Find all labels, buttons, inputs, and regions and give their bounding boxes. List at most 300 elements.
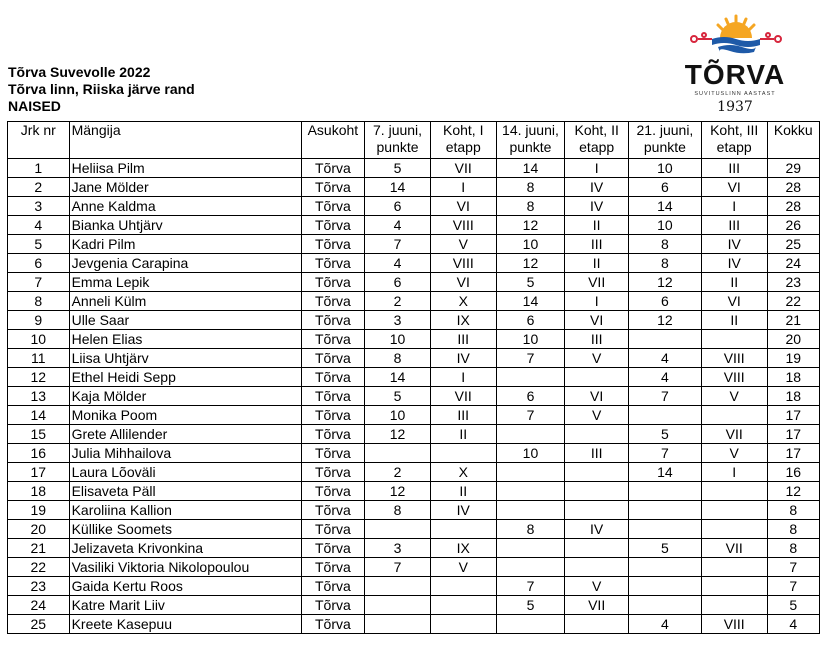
total-cell: 4 <box>767 615 819 634</box>
player-cell: Laura Lõoväli <box>69 463 301 482</box>
header-line-1: 14. juuni, <box>502 122 559 138</box>
rank-cell: 22 <box>8 558 70 577</box>
rank-cell: 21 <box>8 539 70 558</box>
location-cell: Tõrva <box>301 615 365 634</box>
stage2-points-cell <box>496 615 565 634</box>
total-cell: 20 <box>767 330 819 349</box>
player-cell: Elisaveta Päll <box>69 482 301 501</box>
header-line-2: punkte <box>376 139 419 155</box>
stage1-place-cell: X <box>430 292 496 311</box>
table-row <box>8 406 820 425</box>
stage2-points-cell <box>496 539 565 558</box>
table-row <box>8 178 820 197</box>
stage2-points-cell: 12 <box>496 216 565 235</box>
stage2-points-cell <box>496 558 565 577</box>
total-cell: 12 <box>767 482 819 501</box>
rank-cell: 25 <box>8 615 70 634</box>
stage2-points-cell <box>496 425 565 444</box>
rank-cell: 17 <box>8 463 70 482</box>
total-cell: 7 <box>767 558 819 577</box>
col-stage2-points-header <box>496 122 565 159</box>
col-player-header: Mängija <box>69 122 301 159</box>
stage3-points-cell: 12 <box>628 311 701 330</box>
player-cell: Helen Elias <box>69 330 301 349</box>
stage1-points-cell: 8 <box>365 501 431 520</box>
location-cell: Tõrva <box>301 596 365 615</box>
col-rank-header: Jrk nr <box>8 122 70 159</box>
stage1-place-cell: IX <box>430 311 496 330</box>
stage2-points-cell: 5 <box>496 596 565 615</box>
table-header-row <box>8 122 820 159</box>
total-cell: 17 <box>767 444 819 463</box>
stage3-place-cell <box>701 558 767 577</box>
rank-cell: 10 <box>8 330 70 349</box>
total-cell: 18 <box>767 368 819 387</box>
table-row <box>8 330 820 349</box>
stage3-place-cell: I <box>701 463 767 482</box>
stage1-points-cell <box>365 444 431 463</box>
stage1-place-cell: I <box>430 368 496 387</box>
stage2-place-cell: V <box>565 577 629 596</box>
location-cell: Tõrva <box>301 159 365 178</box>
stage2-place-cell: VII <box>565 273 629 292</box>
rank-cell: 8 <box>8 292 70 311</box>
stage1-place-cell: II <box>430 482 496 501</box>
col-stage3-points-header <box>628 122 701 159</box>
stage2-points-cell: 10 <box>496 235 565 254</box>
stage1-points-cell <box>365 615 431 634</box>
stage1-place-cell: VIII <box>430 216 496 235</box>
stage3-place-cell: VI <box>701 178 767 197</box>
stage2-points-cell: 10 <box>496 330 565 349</box>
location-cell: Tõrva <box>301 501 365 520</box>
stage1-points-cell: 10 <box>365 330 431 349</box>
stage1-points-cell: 3 <box>365 311 431 330</box>
stage1-points-cell: 14 <box>365 178 431 197</box>
stage1-points-cell <box>365 520 431 539</box>
stage3-points-cell: 14 <box>628 197 701 216</box>
rank-cell: 7 <box>8 273 70 292</box>
stage3-points-cell: 14 <box>628 463 701 482</box>
player-cell: Monika Poom <box>69 406 301 425</box>
table-row <box>8 520 820 539</box>
stage3-place-cell: I <box>701 197 767 216</box>
stage1-place-cell: V <box>430 558 496 577</box>
stage3-place-cell <box>701 330 767 349</box>
sun-over-water-icon <box>676 12 796 60</box>
stage3-points-cell: 7 <box>628 444 701 463</box>
table-row <box>8 501 820 520</box>
player-cell: Jevgenia Carapina <box>69 254 301 273</box>
total-cell: 21 <box>767 311 819 330</box>
rank-cell: 24 <box>8 596 70 615</box>
table-row <box>8 273 820 292</box>
stage1-points-cell <box>365 577 431 596</box>
location-cell: Tõrva <box>301 235 365 254</box>
stage1-place-cell: II <box>430 425 496 444</box>
stage2-points-cell: 6 <box>496 387 565 406</box>
stage1-place-cell <box>430 596 496 615</box>
event-title: Tõrva Suvevolle 2022 <box>8 64 151 80</box>
stage3-place-cell: V <box>701 444 767 463</box>
stage1-points-cell: 5 <box>365 387 431 406</box>
stage3-points-cell: 7 <box>628 387 701 406</box>
total-cell: 17 <box>767 425 819 444</box>
table-row <box>8 539 820 558</box>
stage1-place-cell: VIII <box>430 254 496 273</box>
stage1-place-cell: IV <box>430 501 496 520</box>
stage1-points-cell <box>365 596 431 615</box>
player-cell: Jane Mölder <box>69 178 301 197</box>
rank-cell: 23 <box>8 577 70 596</box>
location-cell: Tõrva <box>301 197 365 216</box>
stage3-points-cell <box>628 501 701 520</box>
stage3-place-cell: II <box>701 273 767 292</box>
header-line-1: 7. juuni, <box>373 122 423 138</box>
stage2-points-cell <box>496 368 565 387</box>
table-row <box>8 311 820 330</box>
location-cell: Tõrva <box>301 387 365 406</box>
stage3-points-cell: 6 <box>628 292 701 311</box>
stage1-place-cell: V <box>430 235 496 254</box>
col-stage1-points-header <box>365 122 431 159</box>
table-row <box>8 463 820 482</box>
player-cell: Anneli Külm <box>69 292 301 311</box>
col-total-header: Kokku <box>767 122 819 159</box>
stage3-place-cell <box>701 520 767 539</box>
results-body <box>8 159 820 634</box>
stage1-points-cell: 4 <box>365 254 431 273</box>
table-row <box>8 444 820 463</box>
table-row <box>8 387 820 406</box>
stage2-points-cell: 7 <box>496 406 565 425</box>
stage2-points-cell <box>496 463 565 482</box>
stage3-points-cell: 5 <box>628 425 701 444</box>
header-line-1: Koht, I <box>443 122 484 138</box>
location-cell: Tõrva <box>301 520 365 539</box>
rank-cell: 12 <box>8 368 70 387</box>
location-cell: Tõrva <box>301 273 365 292</box>
event-location: Tõrva linn, Riiska järve rand <box>8 81 195 97</box>
stage3-points-cell: 12 <box>628 273 701 292</box>
rank-cell: 9 <box>8 311 70 330</box>
stage3-place-cell: III <box>701 159 767 178</box>
player-cell: Emma Lepik <box>69 273 301 292</box>
player-cell: Katre Marit Liiv <box>69 596 301 615</box>
stage1-place-cell: VI <box>430 273 496 292</box>
stage2-place-cell: III <box>565 444 629 463</box>
total-cell: 28 <box>767 178 819 197</box>
table-row <box>8 596 820 615</box>
col-stage3-place-header <box>701 122 767 159</box>
rank-cell: 16 <box>8 444 70 463</box>
stage2-points-cell: 14 <box>496 159 565 178</box>
stage1-place-cell <box>430 520 496 539</box>
table-row <box>8 216 820 235</box>
stage2-place-cell: VI <box>565 387 629 406</box>
total-cell: 18 <box>767 387 819 406</box>
stage2-points-cell: 8 <box>496 520 565 539</box>
table-row <box>8 254 820 273</box>
total-cell: 8 <box>767 501 819 520</box>
stage1-points-cell: 14 <box>365 368 431 387</box>
total-cell: 29 <box>767 159 819 178</box>
stage2-place-cell: IV <box>565 197 629 216</box>
stage3-points-cell: 10 <box>628 216 701 235</box>
player-cell: Anne Kaldma <box>69 197 301 216</box>
player-cell: Julia Mihhailova <box>69 444 301 463</box>
stage3-points-cell: 5 <box>628 539 701 558</box>
header-line-2: punkte <box>643 139 686 155</box>
stage1-points-cell: 10 <box>365 406 431 425</box>
stage2-place-cell <box>565 368 629 387</box>
stage2-place-cell <box>565 501 629 520</box>
total-cell: 19 <box>767 349 819 368</box>
stage1-place-cell: VII <box>430 159 496 178</box>
location-cell: Tõrva <box>301 216 365 235</box>
total-cell: 25 <box>767 235 819 254</box>
stage1-points-cell: 3 <box>365 539 431 558</box>
stage1-points-cell: 12 <box>365 425 431 444</box>
rank-cell: 1 <box>8 159 70 178</box>
stage2-place-cell: V <box>565 406 629 425</box>
table-row <box>8 197 820 216</box>
stage3-points-cell: 4 <box>628 349 701 368</box>
table-row <box>8 292 820 311</box>
location-cell: Tõrva <box>301 349 365 368</box>
player-cell: Ethel Heidi Sepp <box>69 368 301 387</box>
stage2-place-cell <box>565 539 629 558</box>
col-stage1-place-header <box>430 122 496 159</box>
location-cell: Tõrva <box>301 254 365 273</box>
col-stage2-place-header <box>565 122 629 159</box>
stage3-place-cell: VIII <box>701 615 767 634</box>
stage2-points-cell: 14 <box>496 292 565 311</box>
player-cell: Karoliina Kallion <box>69 501 301 520</box>
stage3-points-cell: 6 <box>628 178 701 197</box>
player-cell: Ulle Saar <box>69 311 301 330</box>
stage2-place-cell: III <box>565 235 629 254</box>
stage2-place-cell: IV <box>565 178 629 197</box>
stage3-points-cell <box>628 482 701 501</box>
rank-cell: 13 <box>8 387 70 406</box>
table-row <box>8 615 820 634</box>
stage3-points-cell: 8 <box>628 254 701 273</box>
rank-cell: 4 <box>8 216 70 235</box>
total-cell: 24 <box>767 254 819 273</box>
total-cell: 5 <box>767 596 819 615</box>
logo-year: 1937 <box>717 99 753 115</box>
stage3-place-cell: VII <box>701 425 767 444</box>
rank-cell: 3 <box>8 197 70 216</box>
table-row <box>8 235 820 254</box>
total-cell: 8 <box>767 539 819 558</box>
stage2-points-cell: 6 <box>496 311 565 330</box>
stage3-place-cell: IV <box>701 235 767 254</box>
rank-cell: 18 <box>8 482 70 501</box>
table-row <box>8 482 820 501</box>
header-line-2: punkte <box>509 139 552 155</box>
stage1-place-cell: X <box>430 463 496 482</box>
stage1-points-cell: 8 <box>365 349 431 368</box>
total-cell: 23 <box>767 273 819 292</box>
stage2-points-cell <box>496 482 565 501</box>
stage2-place-cell: IV <box>565 520 629 539</box>
stage3-place-cell <box>701 501 767 520</box>
rank-cell: 15 <box>8 425 70 444</box>
stage1-points-cell: 7 <box>365 235 431 254</box>
stage2-place-cell: II <box>565 216 629 235</box>
location-cell: Tõrva <box>301 444 365 463</box>
player-cell: Grete Allilender <box>69 425 301 444</box>
player-cell: Bianka Uhtjärv <box>69 216 301 235</box>
player-cell: Gaida Kertu Roos <box>69 577 301 596</box>
header-line-1: Koht, II <box>574 122 619 138</box>
stage1-place-cell <box>430 577 496 596</box>
stage3-points-cell <box>628 406 701 425</box>
location-cell: Tõrva <box>301 425 365 444</box>
total-cell: 7 <box>767 577 819 596</box>
stage3-place-cell <box>701 596 767 615</box>
stage2-points-cell: 10 <box>496 444 565 463</box>
player-cell: Liisa Uhtjärv <box>69 349 301 368</box>
location-cell: Tõrva <box>301 368 365 387</box>
stage1-place-cell <box>430 444 496 463</box>
stage1-place-cell: IV <box>430 349 496 368</box>
stage2-place-cell: III <box>565 330 629 349</box>
player-cell: Kreete Kasepuu <box>69 615 301 634</box>
results-table <box>7 121 820 634</box>
stage2-place-cell: VI <box>565 311 629 330</box>
stage1-place-cell: VI <box>430 197 496 216</box>
stage2-place-cell <box>565 615 629 634</box>
stage2-points-cell: 8 <box>496 178 565 197</box>
torva-logo <box>676 12 796 115</box>
rank-cell: 6 <box>8 254 70 273</box>
location-cell: Tõrva <box>301 463 365 482</box>
stage3-points-cell <box>628 330 701 349</box>
stage1-place-cell <box>430 615 496 634</box>
location-cell: Tõrva <box>301 558 365 577</box>
stage1-points-cell: 2 <box>365 463 431 482</box>
stage3-points-cell <box>628 596 701 615</box>
stage2-place-cell: I <box>565 159 629 178</box>
stage3-place-cell: VIII <box>701 349 767 368</box>
rank-cell: 19 <box>8 501 70 520</box>
player-cell: Kaja Mölder <box>69 387 301 406</box>
stage3-place-cell: VI <box>701 292 767 311</box>
stage2-points-cell: 12 <box>496 254 565 273</box>
stage3-points-cell <box>628 577 701 596</box>
rank-cell: 20 <box>8 520 70 539</box>
stage2-place-cell <box>565 425 629 444</box>
total-cell: 28 <box>767 197 819 216</box>
stage2-points-cell: 5 <box>496 273 565 292</box>
stage1-points-cell: 5 <box>365 159 431 178</box>
player-cell: Küllike Soomets <box>69 520 301 539</box>
rank-cell: 2 <box>8 178 70 197</box>
total-cell: 17 <box>767 406 819 425</box>
stage3-points-cell: 4 <box>628 615 701 634</box>
player-cell: Heliisa Pilm <box>69 159 301 178</box>
stage2-place-cell: VII <box>565 596 629 615</box>
stage3-place-cell: VII <box>701 539 767 558</box>
location-cell: Tõrva <box>301 539 365 558</box>
stage1-points-cell: 7 <box>365 558 431 577</box>
stage3-place-cell <box>701 482 767 501</box>
stage3-points-cell: 10 <box>628 159 701 178</box>
location-cell: Tõrva <box>301 292 365 311</box>
stage2-place-cell <box>565 463 629 482</box>
stage2-place-cell: I <box>565 292 629 311</box>
total-cell: 16 <box>767 463 819 482</box>
stage3-points-cell: 4 <box>628 368 701 387</box>
header-line-2: etapp <box>716 139 752 155</box>
total-cell: 8 <box>767 520 819 539</box>
table-row <box>8 159 820 178</box>
stage2-place-cell <box>565 482 629 501</box>
stage3-place-cell: VIII <box>701 368 767 387</box>
stage3-place-cell <box>701 577 767 596</box>
stage1-place-cell: VII <box>430 387 496 406</box>
table-row <box>8 558 820 577</box>
stage1-points-cell: 6 <box>365 197 431 216</box>
location-cell: Tõrva <box>301 577 365 596</box>
player-cell: Kadri Pilm <box>69 235 301 254</box>
stage2-place-cell: II <box>565 254 629 273</box>
rank-cell: 5 <box>8 235 70 254</box>
stage3-points-cell: 8 <box>628 235 701 254</box>
location-cell: Tõrva <box>301 178 365 197</box>
stage1-place-cell: I <box>430 178 496 197</box>
location-cell: Tõrva <box>301 482 365 501</box>
header-line-1: Koht, III <box>710 122 759 138</box>
table-row <box>8 577 820 596</box>
stage3-place-cell <box>701 406 767 425</box>
stage2-points-cell: 8 <box>496 197 565 216</box>
stage3-points-cell <box>628 558 701 577</box>
total-cell: 26 <box>767 216 819 235</box>
player-cell: Vasiliki Viktoria Nikolopoulou <box>69 558 301 577</box>
table-row <box>8 349 820 368</box>
location-cell: Tõrva <box>301 406 365 425</box>
location-cell: Tõrva <box>301 330 365 349</box>
stage1-place-cell: IX <box>430 539 496 558</box>
total-cell: 22 <box>767 292 819 311</box>
stage3-place-cell: V <box>701 387 767 406</box>
stage2-points-cell: 7 <box>496 349 565 368</box>
logo-tagline: SUVITUSLINN AASTAST <box>694 91 776 97</box>
stage3-place-cell: III <box>701 216 767 235</box>
stage1-points-cell: 2 <box>365 292 431 311</box>
location-cell: Tõrva <box>301 311 365 330</box>
category-label: NAISED <box>8 98 61 114</box>
col-location-header: Asukoht <box>301 122 365 159</box>
header-line-2: etapp <box>579 139 615 155</box>
stage2-place-cell <box>565 558 629 577</box>
stage2-points-cell <box>496 501 565 520</box>
stage1-points-cell: 4 <box>365 216 431 235</box>
stage2-place-cell: V <box>565 349 629 368</box>
rank-cell: 14 <box>8 406 70 425</box>
header-line-2: etapp <box>445 139 481 155</box>
stage1-points-cell: 6 <box>365 273 431 292</box>
stage3-place-cell: IV <box>701 254 767 273</box>
player-cell: Jelizaveta Krivonkina <box>69 539 301 558</box>
event-header <box>8 64 195 115</box>
header-line-1: 21. juuni, <box>636 122 694 138</box>
stage3-place-cell: II <box>701 311 767 330</box>
